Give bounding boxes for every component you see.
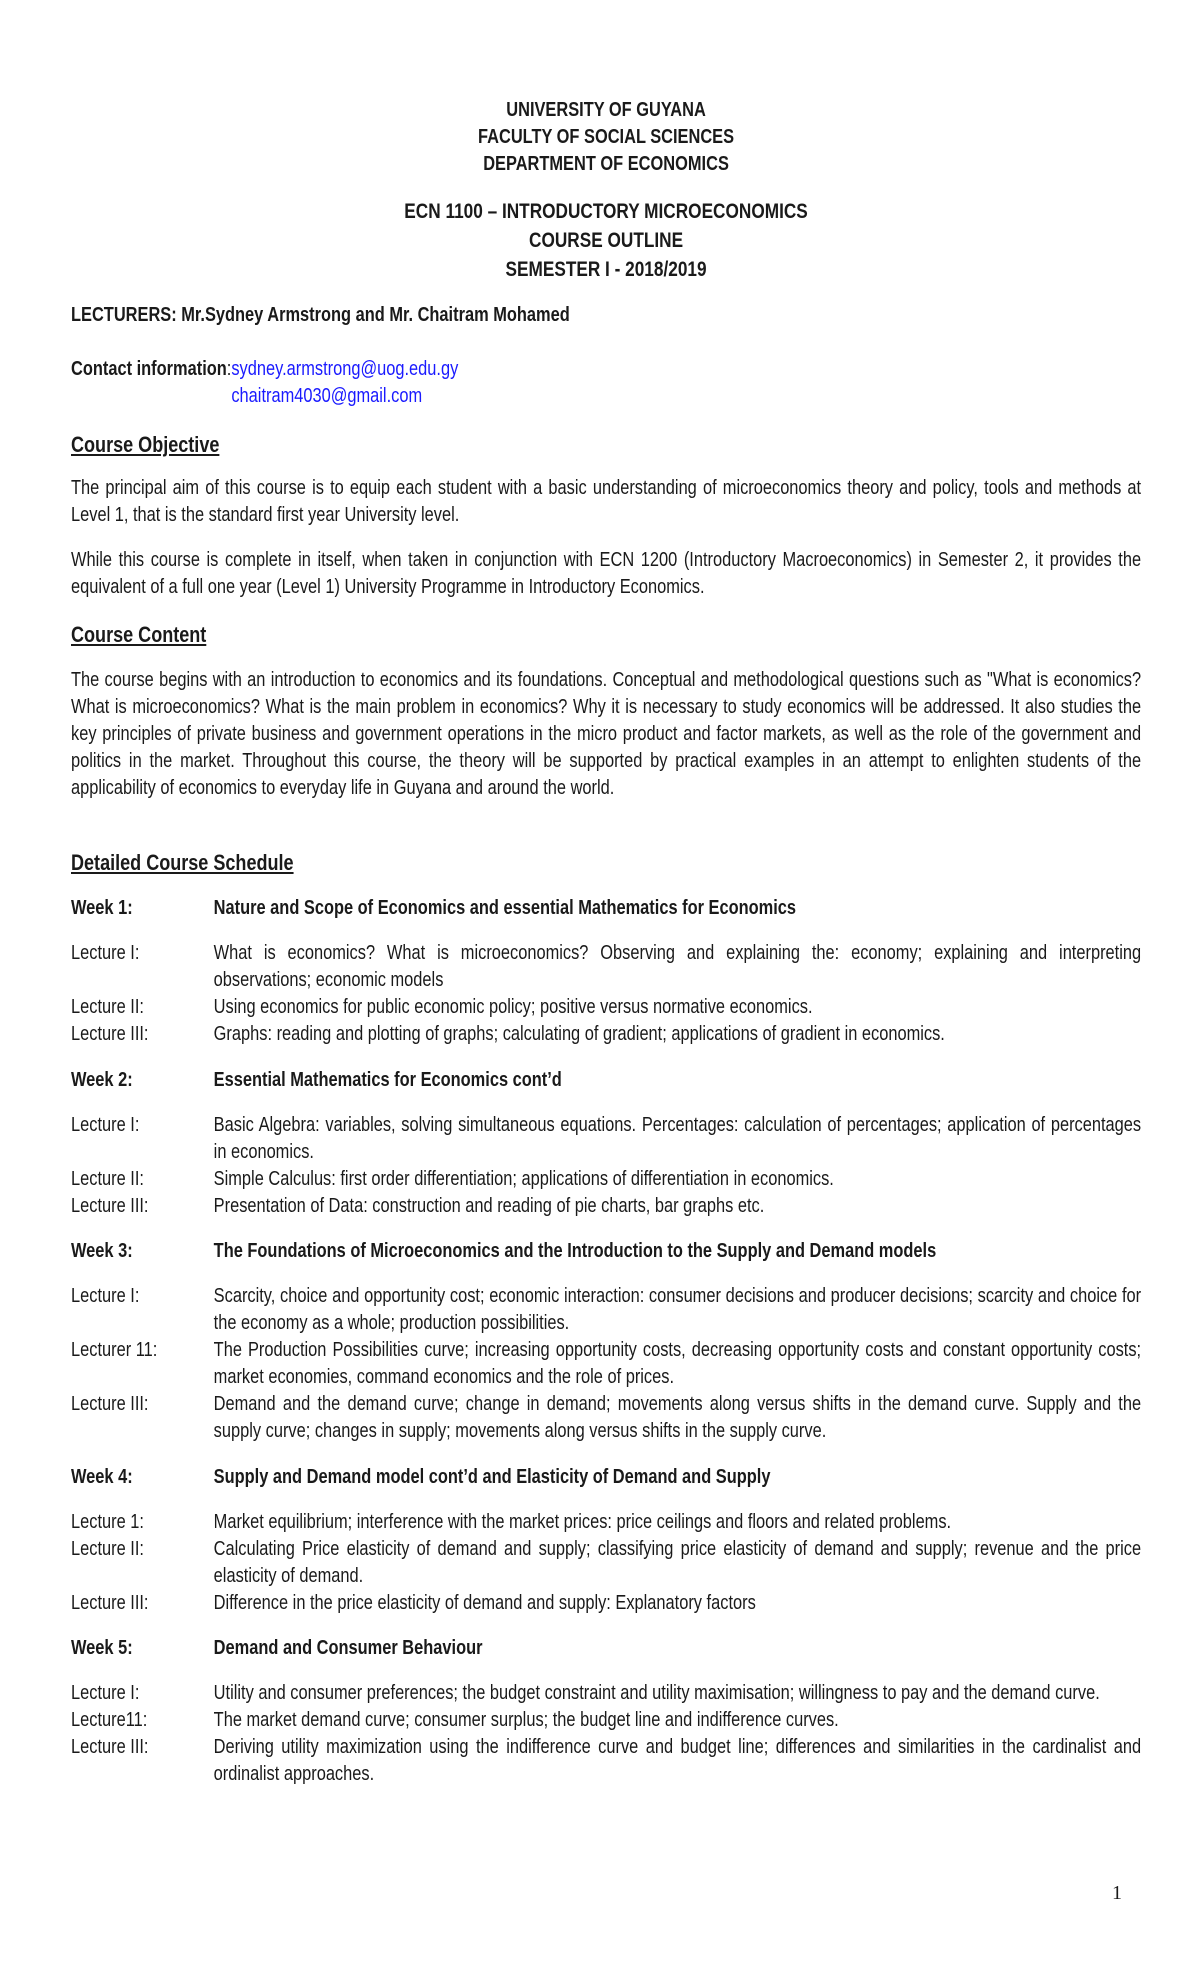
lecture-row	[71, 940, 1141, 994]
week-section	[71, 1238, 1141, 1445]
lecture-description: Using economics for public economic policy; positive versus normative economics.	[213, 996, 813, 1018]
lecture-label: Lecture III:	[71, 1393, 149, 1415]
page-number: 1	[1112, 1882, 1122, 1904]
course-title-block	[71, 197, 1141, 284]
lecture-row	[71, 1391, 1141, 1445]
schedule-heading: Detailed Course Schedule	[71, 850, 294, 875]
lecture-row	[71, 1166, 1141, 1193]
lecture-label: Lecture I:	[71, 1114, 140, 1136]
institution-header	[71, 97, 1141, 178]
course-title: ECN 1100 – INTRODUCTORY MICROECONOMICS	[404, 200, 808, 223]
objective-paragraph-1: The principal aim of this course is to equip each student with a basic understanding of microeconomics theory and policy, tools and methods at Level 1, that is the standard first year University level.	[71, 477, 1142, 526]
contact-separator: :	[226, 358, 232, 380]
lecture-description: What is economics? What is microeconomics? Observing and explaining the: economy; explaining and interpreting observations; economic models	[213, 942, 1142, 991]
week-title: The Foundations of Microeconomics and the Introduction to the Supply and Demand models	[213, 1240, 937, 1262]
lecture-description: Deriving utility maximization using the indifference curve and budget line; differences and similarities in the cardinalist and ordinalist approaches.	[213, 1736, 1142, 1785]
week-header	[71, 1464, 1141, 1491]
week-label: Week 4:	[71, 1466, 133, 1488]
lecture-description: Presentation of Data: construction and reading of pie charts, bar graphs etc.	[213, 1195, 765, 1217]
semester-label: SEMESTER I - 2018/2019	[505, 258, 707, 281]
lecture-description: Scarcity, choice and opportunity cost; economic interaction: consumer decisions and producer decisions; scarcity and choice for the economy as a whole; production possibilities.	[213, 1285, 1142, 1334]
lecture-description: Basic Algebra: variables, solving simultaneous equations. Percentages: calculation of percentages; application of percentages in economics.	[213, 1114, 1142, 1163]
lecture-description: Demand and the demand curve; change in demand; movements along versus shifts in the demand curve. Supply and the supply curve; changes in supply; movements along versus shifts in the supply curve.	[213, 1393, 1142, 1442]
lecture-description: Simple Calculus: first order differentiation; applications of differentiation in economics.	[213, 1168, 834, 1190]
lecture-row	[71, 994, 1141, 1021]
contact-information	[71, 356, 1141, 410]
objective-paragraph-2: While this course is complete in itself, when taken in conjunction with ECN 1200 (Introductory Macroeconomics) in Semester 2, it provides the equivalent of a full one year (Level 1) University Programme in Introductory Economics.	[71, 549, 1142, 598]
lecture-row	[71, 1193, 1141, 1220]
lecture-label: Lecture III:	[71, 1195, 149, 1217]
document-page	[71, 0, 1141, 1976]
faculty-name: FACULTY OF SOCIAL SCIENCES	[478, 126, 735, 148]
lecture-row	[71, 1707, 1141, 1734]
week-section	[71, 1067, 1141, 1220]
lecture-row	[71, 1734, 1141, 1788]
lecture-label: Lecture 1:	[71, 1511, 144, 1533]
lecture-label: Lecture III:	[71, 1736, 149, 1758]
week-title: Demand and Consumer Behaviour	[213, 1637, 483, 1659]
lecture-row	[71, 1680, 1141, 1707]
lecture-description: Utility and consumer preferences; the budget constraint and utility maximisation; willingness to pay and the demand curve.	[213, 1682, 1100, 1704]
course-content-paragraph: The course begins with an introduction to economics and its foundations. Conceptual and methodological questions such as "What is economics? What is microeconomics? What is the main problem in economics? Why it is necessary to study economics will be addressed. It also studies the key principles of private business and government operations in the micro product and factor markets, as well as the role of the government and politics in the market. Throughout this course, the theory will be supported by practical examples in an attempt to enlighten students of the applicability of economics to everyday life in Guyana and around the world.	[71, 669, 1142, 799]
week-section	[71, 1464, 1141, 1617]
lecture-label: Lecture11:	[71, 1709, 148, 1731]
lecture-label: Lecture II:	[71, 996, 144, 1018]
week-header	[71, 1635, 1141, 1662]
week-section	[71, 1635, 1141, 1788]
lecture-description: Difference in the price elasticity of demand and supply: Explanatory factors	[213, 1592, 756, 1614]
lecture-label: Lecture II:	[71, 1538, 144, 1560]
contact-label: Contact information	[71, 358, 227, 380]
week-header	[71, 1067, 1141, 1094]
week-title: Essential Mathematics for Economics cont’d	[213, 1069, 562, 1091]
lecture-row	[71, 1536, 1141, 1590]
lecturers: LECTURERS: Mr.Sydney Armstrong and Mr. Chaitram Mohamed	[71, 304, 570, 326]
course-content-heading: Course Content	[71, 622, 207, 647]
week-label: Week 1:	[71, 897, 133, 919]
email-link-mohamed[interactable]: chaitram4030@gmail.com	[231, 385, 423, 407]
lecture-row	[71, 1509, 1141, 1536]
university-name: UNIVERSITY OF GUYANA	[506, 99, 706, 121]
week-header	[71, 1238, 1141, 1265]
lecture-row	[71, 1112, 1141, 1166]
course-objective-heading: Course Objective	[71, 432, 220, 457]
lecture-description: The market demand curve; consumer surplus; the budget line and indifference curves.	[213, 1709, 839, 1731]
lecture-description: Market equilibrium; interference with the market prices: price ceilings and floors and related problems.	[213, 1511, 952, 1533]
lecture-label: Lecture III:	[71, 1592, 149, 1614]
week-label: Week 5:	[71, 1637, 133, 1659]
week-title: Supply and Demand model cont’d and Elasticity of Demand and Supply	[213, 1466, 771, 1488]
week-title: Nature and Scope of Economics and essential Mathematics for Economics	[213, 897, 797, 919]
lecture-description: Graphs: reading and plotting of graphs; calculating of gradient; applications of gradient in economics.	[213, 1023, 945, 1045]
lecture-label: Lecture I:	[71, 1682, 140, 1704]
week-label: Week 2:	[71, 1069, 133, 1091]
email-link-armstrong[interactable]: sydney.armstrong@uog.edu.gy	[231, 358, 459, 380]
lecture-description: The Production Possibilities curve; increasing opportunity costs, decreasing opportunity costs and constant opportunity costs; market economies, command economics and the role of prices.	[213, 1339, 1142, 1388]
lecture-description: Calculating Price elasticity of demand and supply; classifying price elasticity of demand and supply; revenue and the price elasticity of demand.	[213, 1538, 1142, 1587]
lecture-row	[71, 1021, 1141, 1048]
lecture-row	[71, 1590, 1141, 1617]
lecture-label: Lecture II:	[71, 1168, 144, 1190]
lecture-row	[71, 1283, 1141, 1337]
week-section	[71, 895, 1141, 1048]
week-header	[71, 895, 1141, 922]
department-name: DEPARTMENT OF ECONOMICS	[483, 153, 729, 175]
lecture-label: Lecture III:	[71, 1023, 149, 1045]
course-outline-label: COURSE OUTLINE	[529, 229, 684, 252]
lecture-label: Lecture I:	[71, 942, 140, 964]
lecture-row	[71, 1337, 1141, 1391]
lecture-label: Lecture I:	[71, 1285, 140, 1307]
week-label: Week 3:	[71, 1240, 133, 1262]
lecture-label: Lecturer 11:	[71, 1339, 158, 1361]
